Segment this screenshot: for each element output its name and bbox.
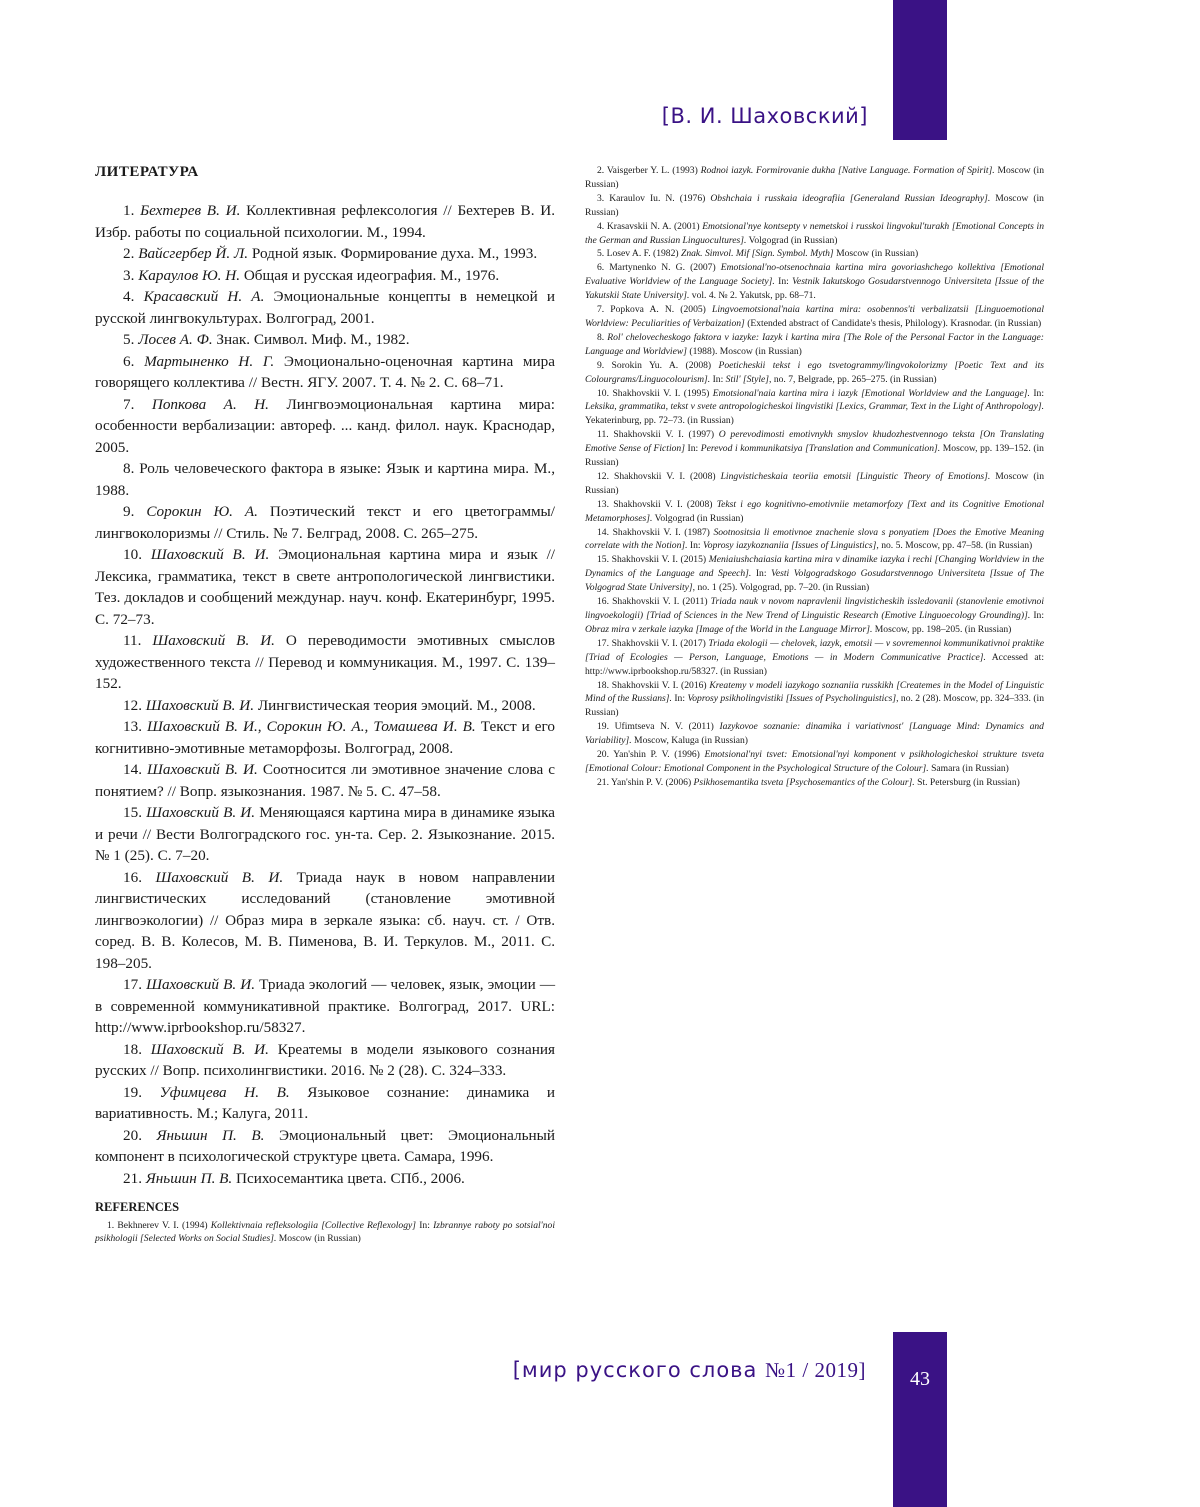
reference-item — [585, 359, 1044, 387]
item-author: Уфимцева Н. В. — [159, 1083, 290, 1101]
reference-item — [585, 595, 1044, 637]
item-text: Родной язык. Формирование духа. М., 1993. — [248, 245, 538, 262]
literature-item — [95, 544, 555, 630]
ref-detail: Moscow (in Russian) — [585, 165, 1044, 190]
item-author: Попкова А. Н. — [151, 395, 269, 413]
reference-item — [585, 192, 1044, 220]
item-author: Шаховский В. И. — [150, 1040, 269, 1058]
literature-item — [95, 1039, 555, 1082]
ref-author: 17. Shakhovskii V. I. (2017) — [597, 637, 709, 649]
reference-item — [585, 637, 1044, 679]
item-author: Шаховский В. И., Сорокин Ю. А., Томашева И. В. — [147, 718, 476, 735]
reference-item — [585, 247, 1044, 261]
item-number: 21. — [123, 1169, 146, 1187]
literature-item — [95, 265, 555, 287]
ref-author: 9. Sorokin Yu. A. (2008) — [597, 359, 719, 371]
journal-footer — [513, 1358, 866, 1383]
item-author: Шаховский В. И. — [150, 546, 270, 563]
ref-title: Psikhosemantika tsveta [Psychosemantics of the Colour]. — [693, 776, 915, 788]
ref-author: 11. Shakhovskii V. I. (1997) — [597, 429, 719, 441]
ref-title: Rol' chelovecheskogo faktora v iazyke: Iazyk i kartina mira [The Role of the Personal Factor in the Language: Language and Worldview] — [585, 331, 1044, 357]
item-number: 13. — [123, 718, 148, 735]
ref-detail: Samara (in Russian) — [928, 762, 1009, 774]
item-text: Роль человеческого фактора в языке: Язык и картина мира. М., 1988. — [95, 460, 556, 499]
literature-item — [95, 802, 555, 867]
reference-item — [585, 164, 1044, 192]
item-text: Психосемантика цвета. СПб., 2006. — [232, 1169, 465, 1187]
ref-author: 18. Shakhovskii V. I. (2016) — [597, 679, 710, 691]
item-number: 16. — [123, 868, 156, 886]
ref-title: Triada nauk v novom napravlenii lingvisticheskih issledovanii (stanovlenie emotivnoi lingvoekologii) [Triad of Sciences in the New Trend of Linguistic Research (Emotive Linguoecology Grounding)]. — [585, 596, 1045, 621]
ref-detail-end: Moscow, pp. 139–152. (in Russian) — [585, 443, 1044, 469]
item-number: 6. — [123, 352, 145, 370]
literature-item — [95, 329, 555, 351]
item-number: 9. — [123, 503, 147, 520]
item-number: 2. — [123, 245, 139, 262]
item-text: Поэтический текст и его цветограммы/лингвоколоризмы // Стиль. № 7. Белград, 2008. С. 265–275. — [95, 503, 555, 542]
journal-title: [мир русского слова — [512, 1358, 758, 1382]
reference-item — [585, 470, 1044, 498]
ref-detail: Moscow (in Russian) — [585, 192, 1044, 218]
ref-author: 21. Yan'shin P. V. (2006) — [597, 776, 694, 788]
ref-detail: In: — [416, 1220, 434, 1231]
ref-detail-end: Moscow (in Russian) — [276, 1233, 361, 1245]
item-number: 14. — [123, 761, 148, 778]
item-author: Шаховский В. И. — [146, 976, 256, 993]
literature-item — [95, 759, 555, 802]
item-text: Знак. Символ. Миф. М., 1982. — [212, 331, 410, 348]
item-text: Коллективная рефлексология // Бехтерев В. И. Избр. работы по социальной психологии. М., 1994. — [95, 202, 556, 241]
ref-title: Kollektivnaia refleksologiia [Collective Reflexology] — [210, 1220, 417, 1231]
ref-title: Iazykovoe soznanie: dinamika i variativnost' [Language Mind: Dynamics and Variability]. — [585, 721, 1044, 747]
literature-item — [95, 695, 555, 717]
ref-author: 19. Ufimtseva N. V. (2011) — [597, 721, 720, 733]
ref-detail-end: vol. 4. № 2. Yakutsk, pp. 68–71. — [689, 290, 816, 302]
ref-title: Obshchaia i russkaia ideografiia [Generaland Russian Ideography]. — [710, 192, 991, 204]
literature-item — [95, 1082, 555, 1125]
article-author-tag: [В. И. Шаховский] — [661, 104, 868, 128]
ref-source: Perevod i kommunikatsiya [Translation and Communication]. — [700, 443, 941, 455]
item-text: О переводимости эмотивных смыслов художественного текста // Перевод и коммуникация. М., 1997. С. 139–152. — [95, 632, 556, 692]
ref-title: Lingvoemotsional'naia kartina mira: osobennos'ti verbalizatsii [Linguoemotional Worldview: Peculiarities of Verbaization] — [585, 304, 1044, 329]
item-number: 17. — [123, 976, 147, 993]
journal-issue: №1 / 2019] — [765, 1358, 866, 1382]
item-number: 20. — [123, 1126, 157, 1144]
item-text: Лингвистическая теория эмоций. М., 2008. — [254, 696, 536, 714]
ref-author: 3. Karaulov Iu. N. (1976) — [597, 192, 711, 204]
reference-item — [585, 748, 1044, 776]
item-text: Языковое сознание: динамика и вариативность. М.; Калуга, 2011. — [95, 1083, 555, 1122]
reference-item — [585, 553, 1044, 595]
literature-item — [95, 351, 555, 394]
ref-author: 10. Shakhovskii V. I. (1995) — [597, 387, 713, 399]
ref-detail: In: — [1030, 610, 1044, 621]
ref-detail: In: — [671, 693, 688, 705]
literature-item — [95, 1168, 555, 1190]
item-number: 3. — [123, 266, 139, 284]
ref-detail: In: — [751, 568, 772, 580]
ref-detail: (Extended abstract of Candidate's thesis, Philology). Krasnodar. (in Russian) — [744, 317, 1042, 329]
item-author: Яньшин П. В. — [145, 1169, 233, 1187]
ref-detail: Accessed at: http://www.iprbookshop.ru/58327. (in Russian) — [585, 651, 1044, 677]
left-column — [95, 164, 555, 1246]
literature-item — [95, 501, 555, 544]
reference-item — [585, 776, 1044, 790]
item-text: Триада наук в новом направлении лингвистических исследований (становление эмотивной лингвоэкологии) // Образ мира в зеркале языка: сб. науч. ст. / Отв. соред. В. В. Колесов, М. В. Пименова, В. И. Теркулов. М., 2011. С. 198–205. — [95, 868, 555, 972]
header-color-band — [893, 0, 947, 140]
item-text: Эмоциональные концепты в немецкой и русской лингвокультурах. Волгоград, 2001. — [95, 288, 555, 327]
ref-author: 5. Losev A. F. (1982) — [597, 248, 681, 260]
ref-title: O perevodimosti emotivnykh smyslov khudozhestvennogo teksta [On Translating Emotive Sense of Fiction] — [585, 429, 1045, 455]
references-heading: REFERENCES — [95, 1200, 180, 1214]
page-number: 43 — [910, 1368, 930, 1390]
item-author: Сорокин Ю. А. — [146, 503, 258, 520]
ref-title: Tekst i ego kognitivno-emotivniie metamorfozy [Text and its Cognitive Emotional Metamorphoses]. — [585, 498, 1044, 524]
ref-detail: In: — [774, 276, 793, 288]
item-author: Шаховский В. И. — [145, 696, 255, 714]
literature-item — [95, 716, 555, 759]
item-author: Бехтерев В. И. — [140, 202, 241, 219]
ref-detail: Volgograd (in Russian) — [746, 234, 838, 246]
reference-item — [95, 1219, 555, 1246]
item-author: Шаховский В. И. — [147, 761, 258, 778]
ref-detail: In: — [687, 540, 703, 552]
reference-item — [585, 428, 1044, 470]
ref-author: 13. Shakhovskii V. I. (2008) — [597, 498, 717, 510]
footer-color-band — [893, 1332, 947, 1507]
ref-title: Poeticheskii tekst i ego tsvetogrammy/lingvokolorizmy [Poetic Text and its Colourgrams/Linguocolourism]. — [585, 359, 1044, 385]
item-number: 1. — [123, 202, 141, 219]
literature-item — [95, 243, 555, 265]
literature-item — [95, 394, 555, 459]
item-author: Караулов Ю. Н. — [138, 266, 241, 284]
ref-author: 15. Shakhovskii V. I. (2015) — [597, 554, 709, 566]
literature-item — [95, 200, 555, 243]
reference-item — [585, 331, 1044, 359]
ref-detail: (1988). Moscow (in Russian) — [686, 345, 802, 357]
item-author: Мартыненко Н. Г. — [144, 352, 275, 370]
reference-item — [585, 720, 1044, 748]
ref-detail-end: Yekaterinburg, pp. 72–73. (in Russian) — [585, 415, 734, 427]
ref-author: 4. Krasavskii N. A. (2001) — [597, 220, 703, 232]
literature-item — [95, 974, 555, 1039]
item-text: Триада экологий — человек, язык, эмоции — в современной коммуникативной практике. Волгоград, 2017. URL: http://www.iprbookshop.ru/58327. — [95, 976, 556, 1036]
ref-detail-end: , no. 2 (28). Moscow, pp. 324–333. (in Russian) — [585, 693, 1044, 719]
item-number: 18. — [123, 1040, 151, 1058]
reference-item — [585, 261, 1044, 303]
ref-detail: In: — [1029, 387, 1044, 399]
literature-item — [95, 867, 555, 975]
ref-author: 14. Shakhovskii V. I. (1987) — [597, 526, 714, 538]
ref-detail-end: , no. 1 (25). Volgograd, pp. 7–20. (in Russian) — [692, 582, 870, 594]
reference-item — [585, 679, 1044, 721]
ref-detail: Moscow, Kaluga (in Russian) — [631, 735, 748, 747]
ref-source: Vesti Volgogradskogo Gosudarstvennogo Universiteta [Issue of The Volgograd State University] — [585, 568, 1044, 594]
ref-author: 8. — [597, 331, 608, 343]
item-text: Меняющаяся картина мира в динамике языка и речи // Вести Волгоградского гос. ун-та. Сер. 2. Языкознание. 2015. № 1 (25). С. 7–20. — [95, 804, 555, 864]
item-text: Креатемы в модели языкового сознания русских // Вопр. психолингвистики. 2016. № 2 (28). С. 324–333. — [95, 1040, 555, 1079]
ref-author: 1. Bekhnerev V. I. (1994) — [107, 1220, 211, 1231]
ref-detail-end: , no. 7, Belgrade, pp. 265–275. (in Russian) — [769, 373, 937, 385]
item-number: 10. — [123, 546, 151, 563]
item-number: 11. — [123, 632, 153, 649]
ref-title: Meniaiushchaiasia kartina mira v dinamike iazyka i rechi [Changing Worldview in the Dynamics of the Language and Speech]. — [585, 554, 1044, 580]
ref-author: 12. Shakhovskii V. I. (2008) — [597, 470, 721, 482]
reference-item — [585, 220, 1044, 248]
literature-item — [95, 630, 555, 695]
ref-title: Rodnoi iazyk. Formirovanie dukha [Native Language. Formation of Spirit]. — [700, 165, 995, 176]
item-number: 8. — [123, 460, 140, 477]
references-list-right — [585, 164, 1044, 790]
ref-author: 20. Yan'shin P. V. (1996) — [597, 749, 705, 761]
ref-author: 16. Shakhovskii V. I. (2011) — [597, 596, 711, 608]
ref-title: Sootnositsia li emotivnoe znachenie slova s ponyatiem [Does the Emotive Meaning correlate with the Notion]. — [585, 526, 1044, 552]
ref-detail: Moscow (in Russian) — [833, 248, 919, 260]
reference-item — [585, 526, 1044, 554]
ref-source: Obraz mira v zerkale iazyka [Image of the World in the Language Mirror]. — [585, 623, 873, 635]
item-number: 4. — [123, 288, 144, 305]
reference-item — [585, 387, 1044, 429]
ref-source: Voprosy psikholingvistiki [Issues of Psycholinguistics] — [687, 693, 897, 705]
ref-detail: Moscow (in Russian) — [585, 470, 1044, 496]
ref-source: Stil' [Style] — [725, 373, 770, 385]
item-author: Вайсгербер Й. Л. — [138, 245, 249, 262]
ref-title: Emotsional'nyi tsvet: Emotsional'nyi komponent v psikhologicheskoi strukture tsveta [Emotional Colour: Emotional Component in the Psychological Structure of the Colour]. — [585, 749, 1044, 774]
references-list-left — [95, 1219, 555, 1246]
item-number: 12. — [123, 696, 146, 714]
ref-title: Kreatemy v modeli iazykogo soznaniia russkikh [Createmes in the Model of Linguistic Mind of the Russians]. — [585, 679, 1045, 705]
literature-item — [95, 458, 555, 501]
item-author: Шаховский В. И. — [155, 868, 284, 886]
item-text: Эмоциональный цвет: Эмоциональный компонент в психологической структуре цвета. Самара, 1996. — [95, 1126, 556, 1165]
literature-item — [95, 1125, 555, 1168]
ref-author: 6. Martynenko N. G. (2007) — [597, 262, 721, 274]
ref-title: Lingvisticheskaia teoriia emotsii [Linguistic Theory of Emotions]. — [720, 470, 991, 482]
ref-detail: St. Petersburg (in Russian) — [914, 776, 1020, 788]
ref-source: Izbrannye raboty po sotsial'noi psikhologii [Selected Works on Social Studies]. — [95, 1220, 555, 1245]
item-text: Соотносится ли эмотивное значение слова с понятием? // Вопр. языкознания. 1987. № 5. С. 47–58. — [95, 761, 556, 800]
literature-list — [95, 200, 555, 1189]
item-number: 7. — [123, 395, 152, 413]
item-author: Лосев А. Ф. — [138, 331, 213, 348]
item-text: Эмоциональная картина мира и язык // Лексика, грамматика, текст в свете антропологической лингвистики. Тез. докладов и сообщений междунар. науч. конф. Екатеринбург, 1995. С. 72–73. — [95, 546, 556, 628]
item-number: 15. — [123, 804, 147, 821]
item-text: Текст и его когнитивно-эмотивные метаморфозы. Волгоград, 2008. — [95, 718, 555, 757]
item-author: Шаховский В. И. — [152, 632, 275, 649]
ref-author: 2. Vaisgerber Y. L. (1993) — [597, 165, 701, 176]
item-text: Лингвоэмоциональная картина мира: особенности вербализации: автореф. ... канд. филол. наук. Краснодар, 2005. — [95, 395, 556, 456]
item-text: Эмоционально-оценочная картина мира говорящего коллектива // Вестн. ЯГУ. 2007. Т. 4. № 2. С. 68–71. — [95, 352, 556, 391]
ref-source: Voprosy iazykoznaniia [Issues of Linguistics] — [702, 540, 877, 552]
item-number: 19. — [123, 1083, 160, 1101]
ref-author: 7. Popkova A. N. (2005) — [597, 304, 712, 316]
ref-title: Emotsional'no-otsenochnaia kartina mira govoriashchego kollektiva [Emotional Evaluative Worldview of the Language Society]. — [585, 262, 1044, 288]
item-author: Красавский Н. А. — [143, 288, 265, 305]
reference-item — [585, 303, 1044, 331]
reference-item — [585, 498, 1044, 526]
literature-heading: ЛИТЕРАТУРА — [95, 164, 199, 180]
ref-detail-end: , no. 5. Moscow, pp. 47–58. (in Russian) — [876, 540, 1033, 552]
ref-title: Znak. Simvol. Mif [Sign. Symbol. Myth] — [680, 248, 834, 260]
ref-title: Triada ekologii — chelovek, iazyk, emotsii — v sovremennoi kommunikativnoi praktike [Triad of Ecologies — Person, Language, Emotions — in Modern Communicative Practice]. — [585, 637, 1044, 663]
ref-source: Vestnik Iakutskogo Gosudarstvennogo Universiteta [Issue of the Yakutskii State University]. — [585, 276, 1044, 302]
literature-item — [95, 286, 555, 329]
right-column — [585, 164, 1044, 790]
item-text: Общая и русская идеография. М., 1976. — [240, 266, 500, 284]
item-number: 5. — [123, 331, 139, 348]
ref-detail: In: — [684, 443, 701, 455]
ref-detail: Volgograd (in Russian) — [652, 512, 744, 524]
ref-detail-end: Moscow, pp. 198–205. (in Russian) — [872, 623, 1012, 635]
ref-detail: In: — [710, 373, 726, 385]
ref-source: Leksika, grammatika, tekst v svete antropologicheskoi lingvistiki [Lexics, Grammar, Text in the Light of Anthropology]. — [585, 401, 1044, 413]
item-author: Яньшин П. В. — [156, 1126, 265, 1144]
item-author: Шаховский В. И. — [146, 804, 256, 821]
ref-title: Emotsional'naia kartina mira i iazyk [Emotional Worldview and the Language]. — [712, 387, 1030, 399]
ref-title: Emotsional'nye kontsepty v nemetskoi i russkoi lingvokul'turakh [Emotional Concepts in the German and Russian Linguocultures]. — [585, 220, 1045, 246]
